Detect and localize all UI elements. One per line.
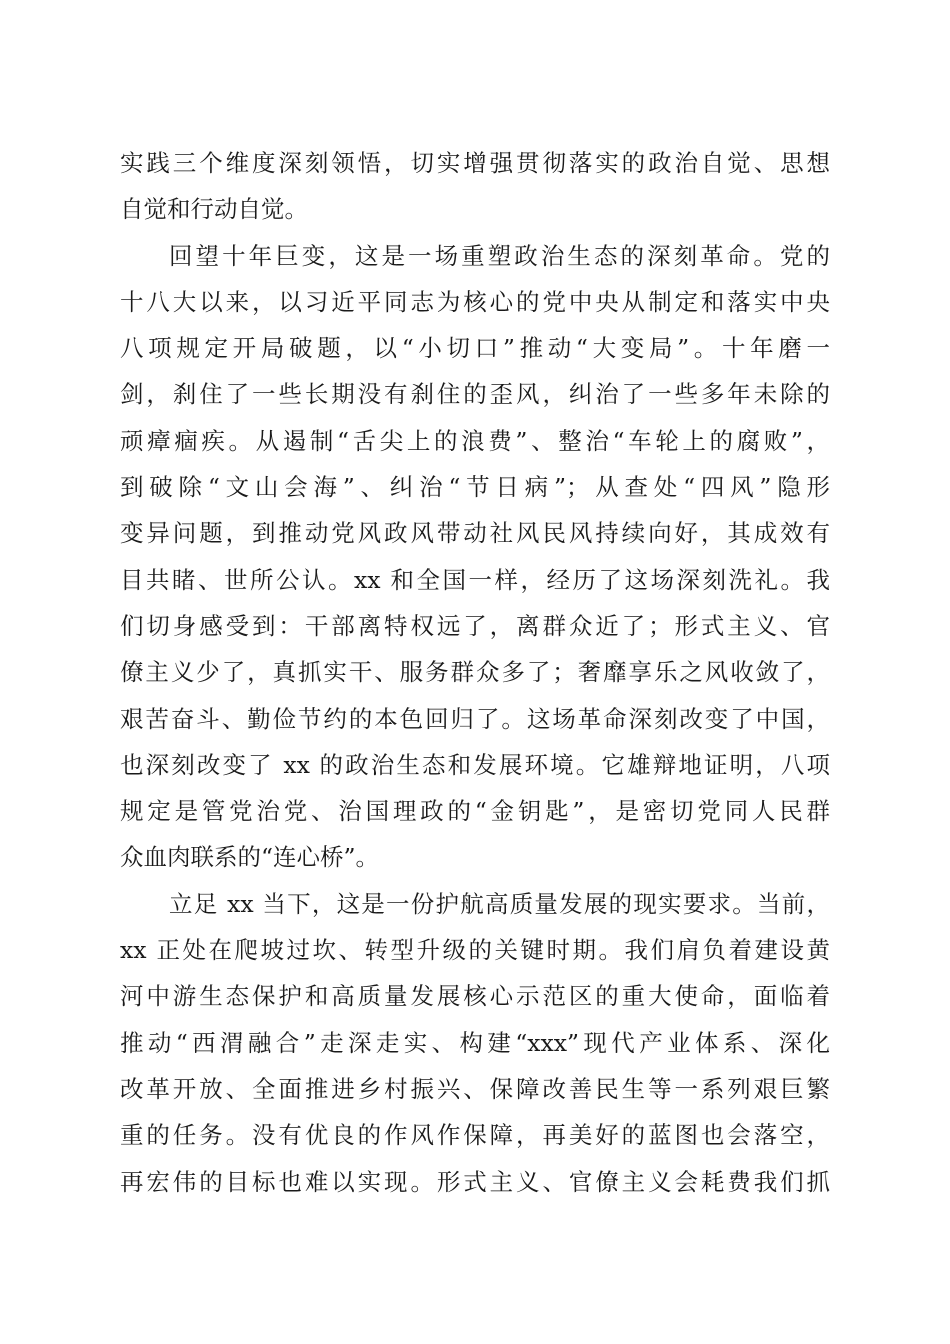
- text-line: 顽瘴痼疾。从遏制“舌尖上的浪费”、整治“车轮上的腐败”，: [120, 426, 830, 455]
- text-line: 八项规定开局破题，以“小切口”推动“大变局”。十年磨一: [120, 334, 830, 363]
- text-line: 实践三个维度深刻领悟，切实增强贯彻落实的政治自觉、思想: [120, 149, 830, 177]
- text-line: 重的任务。没有优良的作风作保障，再美好的蓝图也会落空，: [120, 1121, 830, 1150]
- document-body: [120, 140, 830, 1205]
- text-line: 规定是管党治党、治国理政的“金钥匙”，是密切党同人民群: [120, 797, 830, 826]
- text-line: 到破除“文山会海”、纠治“节日病”；从查处“四风”隐形: [120, 473, 830, 502]
- paragraph-2: [120, 233, 830, 881]
- paragraph-1: [120, 140, 830, 233]
- text-line: 改革开放、全面推进乡村振兴、保障改善民生等一系列艰巨繁: [120, 1074, 830, 1103]
- text-line: 河中游生态保护和高质量发展核心示范区的重大使命，面临着: [120, 982, 830, 1011]
- text-line: 也深刻改变了 xx 的政治生态和发展环境。它雄辩地证明，八项: [120, 750, 830, 779]
- text-line: 回望十年巨变，这是一场重塑政治生态的深刻革命。党的: [169, 241, 830, 270]
- paragraph-3: [120, 881, 830, 1205]
- text-line: 目共睹、世所公认。xx 和全国一样，经历了这场深刻洗礼。我: [120, 565, 830, 594]
- text-line: 僚主义少了，真抓实干、服务群众多了；奢靡享乐之风收敛了，: [120, 658, 830, 687]
- text-line: 们切身感受到：干部离特权远了，离群众近了；形式主义、官: [120, 611, 830, 640]
- text-line: 众血肉联系的“连心桥”。: [120, 843, 380, 872]
- text-line: 推动“西渭融合”走深走实、构建“xxx”现代产业体系、深化: [120, 1028, 830, 1057]
- text-line: 十八大以来，以习近平同志为核心的党中央从制定和落实中央: [120, 287, 830, 316]
- text-line: 变异问题，到推动党风政风带动社风民风持续向好，其成效有: [120, 519, 830, 548]
- text-line: xx 正处在爬坡过坎、转型升级的关键时期。我们肩负着建设黄: [120, 936, 830, 965]
- text-line: 自觉和行动自觉。: [120, 195, 308, 224]
- text-line: 剑，刹住了一些长期没有刹住的歪风，纠治了一些多年未除的: [120, 380, 830, 409]
- text-line: 艰苦奋斗、勤俭节约的本色回归了。这场革命深刻改变了中国，: [120, 704, 830, 733]
- text-line: 再宏伟的目标也难以实现。形式主义、官僚主义会耗费我们抓: [120, 1167, 830, 1196]
- text-line: 立足 xx 当下，这是一份护航高质量发展的现实要求。当前，: [169, 889, 830, 918]
